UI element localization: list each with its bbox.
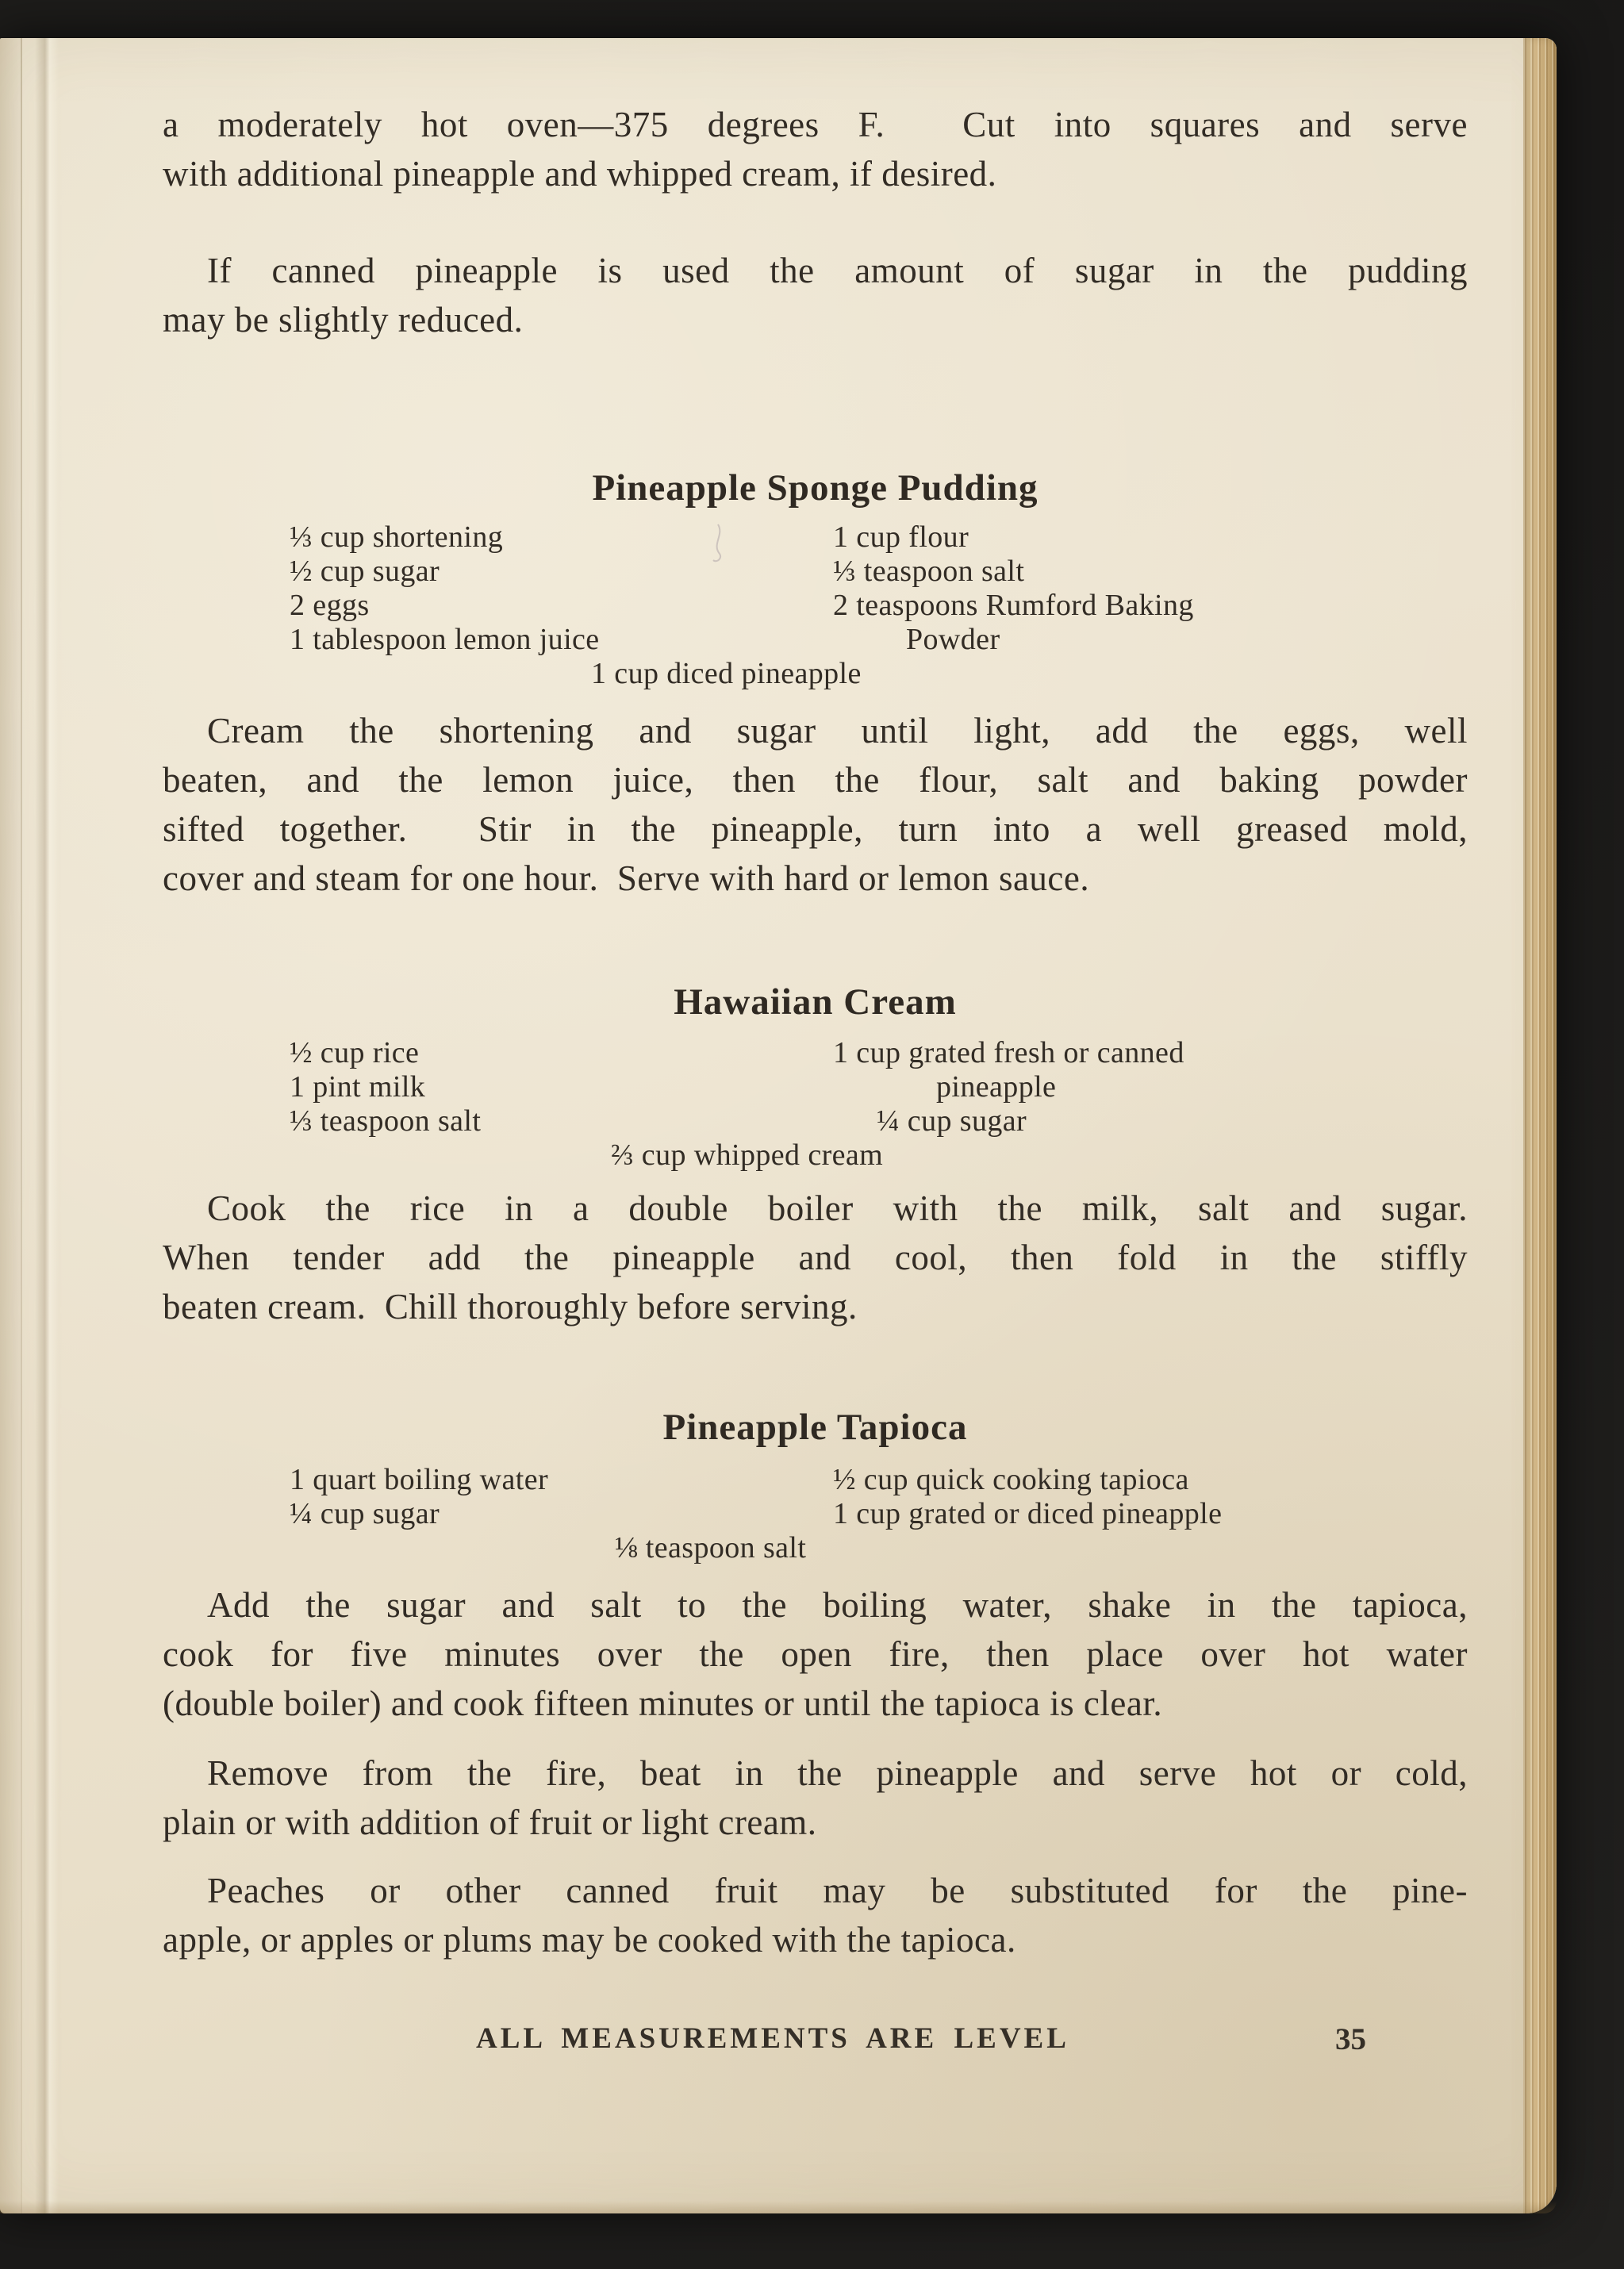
text-line: When tender add the pineapple and cool, then fold in the stiffly bbox=[163, 1238, 1468, 1277]
text-line: Add the sugar and salt to the boiling water, shake in the tapioca, bbox=[207, 1585, 1468, 1625]
text-line: may be slightly reduced. bbox=[163, 300, 524, 340]
text-line: Peaches or other canned fruit may be substituted for the pine- bbox=[207, 1871, 1468, 1910]
ingredient-list bbox=[163, 1036, 1468, 1173]
ingredient-item: 2 eggs bbox=[290, 589, 370, 622]
recipe-directions bbox=[163, 1580, 1468, 1728]
ingredient-item: ⅔ cup whipped cream bbox=[611, 1138, 884, 1172]
ingredient-item: ½ cup sugar bbox=[290, 555, 440, 588]
recipe-paragraph bbox=[163, 1749, 1468, 1847]
ingredient-item: 1 tablespoon lemon juice bbox=[290, 623, 600, 656]
text-line: beaten, and the lemon juice, then the flour, salt and baking powder bbox=[163, 760, 1468, 800]
ingredient-item: 2 teaspoons Rumford Baking bbox=[833, 589, 1194, 622]
ingredient-row bbox=[163, 1463, 1468, 1497]
recipe-paragraph bbox=[163, 1866, 1468, 1964]
ingredient-row bbox=[163, 1036, 1468, 1070]
text-line: Remove from the fire, beat in the pineapple and serve hot or cold, bbox=[207, 1753, 1468, 1793]
intro-paragraph-2 bbox=[163, 246, 1468, 344]
text-line: If canned pineapple is used the amount of sugar in the pudding bbox=[207, 251, 1468, 290]
ingredient-item: ⅛ teaspoon salt bbox=[615, 1531, 807, 1564]
text-line: sifted together. Stir in the pineapple, turn into a well greased mold, bbox=[163, 809, 1468, 849]
recipe-directions bbox=[163, 706, 1468, 903]
text-line: beaten cream. Chill thoroughly before serving. bbox=[163, 1287, 858, 1326]
ingredient-item-continuation: pineapple bbox=[936, 1070, 1057, 1104]
text-line: Cream the shortening and sugar until light, add the eggs, well bbox=[207, 711, 1468, 751]
ingredient-list bbox=[163, 1463, 1468, 1565]
intro-paragraph-1 bbox=[163, 100, 1468, 198]
text-line: cook for five minutes over the open fire, then place over hot water bbox=[163, 1634, 1468, 1674]
ingredient-list bbox=[163, 520, 1468, 691]
text-line: with additional pineapple and whipped cream, if desired. bbox=[163, 154, 997, 194]
ingredient-item: ½ cup quick cooking tapioca bbox=[833, 1463, 1189, 1496]
ingredient-item: 1 cup flour bbox=[833, 520, 969, 554]
book-page bbox=[0, 38, 1557, 2213]
recipe-title: Pineapple Sponge Pudding bbox=[592, 467, 1039, 509]
footer-note: ALL MEASUREMENTS ARE LEVEL bbox=[476, 2022, 1069, 2055]
ingredient-row bbox=[163, 589, 1468, 623]
ingredient-row bbox=[163, 555, 1468, 589]
recipe-title: Pineapple Tapioca bbox=[662, 1407, 968, 1448]
ingredient-item: 1 cup grated fresh or canned bbox=[833, 1036, 1184, 1069]
ingredient-item: 1 pint milk bbox=[290, 1070, 426, 1104]
recipe-directions bbox=[163, 1184, 1468, 1331]
ingredient-item: ⅓ teaspoon salt bbox=[833, 555, 1025, 588]
gutter-line bbox=[21, 38, 22, 2213]
ingredient-item-continuation: Powder bbox=[906, 623, 1000, 656]
ingredient-item: ¼ cup sugar bbox=[290, 1497, 440, 1530]
ingredient-item: 1 cup diced pineapple bbox=[591, 657, 862, 690]
ingredient-item: ½ cup rice bbox=[290, 1036, 420, 1069]
text-line: plain or with addition of fruit or light cream. bbox=[163, 1803, 817, 1842]
text-line: apple, or apples or plums may be cooked with the tapioca. bbox=[163, 1920, 1016, 1960]
page-content bbox=[163, 38, 1468, 2213]
text-line: Cook the rice in a double boiler with the milk, salt and sugar. bbox=[207, 1188, 1468, 1228]
ingredient-item: 1 cup grated or diced pineapple bbox=[833, 1497, 1223, 1530]
ingredient-item: ⅓ cup shortening bbox=[290, 520, 504, 554]
ingredient-row bbox=[163, 520, 1468, 555]
ingredient-row bbox=[163, 623, 1468, 657]
text-line: (double boiler) and cook fifteen minutes or until the tapioca is clear. bbox=[163, 1684, 1163, 1723]
ingredient-row bbox=[163, 1497, 1468, 1531]
text-line: cover and steam for one hour. Serve with hard or lemon sauce. bbox=[163, 858, 1090, 898]
ingredient-row bbox=[163, 1104, 1468, 1138]
ingredient-item: ⅓ teaspoon salt bbox=[290, 1104, 482, 1138]
page-edge-stack bbox=[1523, 38, 1557, 2213]
ingredient-item: ¼ cup sugar bbox=[877, 1104, 1027, 1138]
gutter-strip bbox=[0, 38, 21, 2213]
text-line: a moderately hot oven—375 degrees F. Cut into squares and serve bbox=[163, 105, 1468, 144]
ingredient-item: 1 quart boiling water bbox=[290, 1463, 549, 1496]
recipe-title: Hawaiian Cream bbox=[674, 981, 957, 1023]
page-number: 35 bbox=[1335, 2022, 1366, 2056]
binding-crease bbox=[35, 38, 59, 2213]
ingredient-row bbox=[163, 1070, 1468, 1104]
